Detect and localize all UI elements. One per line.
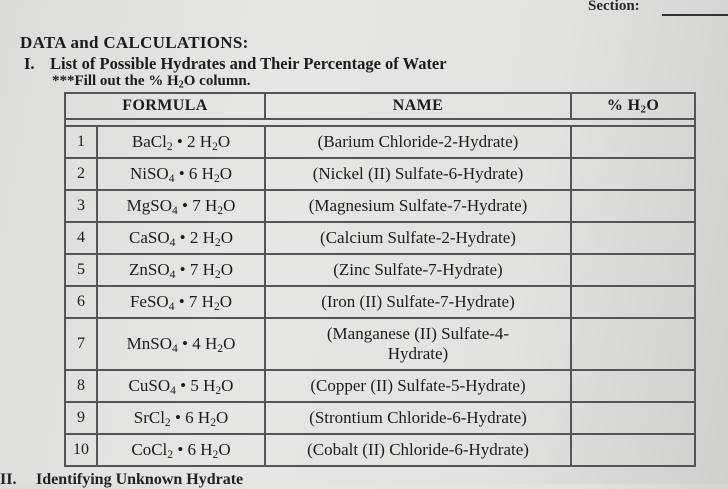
instruction-text: ***Fill out the % $H_2O$ column. — [52, 73, 251, 91]
formula-cell: CuSO$_4$ • 5 $H_2O$ — [97, 370, 265, 402]
part-one-heading — [24, 54, 447, 74]
table-row — [65, 126, 695, 158]
table-row — [65, 402, 695, 434]
hydrate-name-cell: (Calcium Sulfate-2-Hydrate) — [265, 222, 571, 254]
formula-cell: MgSO$_4$ • 7 $H_2O$ — [97, 190, 265, 222]
hydrate-name-cell: (Strontium Chloride-6-Hydrate) — [265, 402, 571, 434]
row-number: 2 — [65, 158, 97, 190]
hydrate-name-cell: (Copper (II) Sulfate-5-Hydrate) — [265, 370, 571, 402]
part-two-heading: II. Identifying Unknown Hydrate — [0, 471, 244, 488]
row-number: 8 — [65, 370, 97, 402]
hydrate-name-cell: (Zinc Sulfate-7-Hydrate) — [265, 254, 571, 286]
water-percent-input-cell[interactable] — [571, 254, 695, 286]
hydrate-name-cell: (Magnesium Sulfate-7-Hydrate) — [265, 190, 571, 222]
table-row — [65, 222, 695, 254]
table-spacer-row — [65, 119, 695, 126]
hydrate-name-cell: (Nickel (II) Sulfate-6-Hydrate) — [265, 158, 571, 190]
column-header-name: NAME — [265, 93, 571, 119]
table-row — [65, 254, 695, 286]
part-one-numeral: I. — [24, 54, 35, 73]
formula-cell: CaSO$_4$ • 2 $H_2O$ — [97, 222, 265, 254]
row-number: 7 — [65, 318, 97, 370]
hydrate-name-cell: (Barium Chloride-2-Hydrate) — [265, 126, 571, 158]
formula-cell: FeSO$_4$ • 7 $H_2O$ — [97, 286, 265, 318]
column-header-formula: FORMULA — [65, 93, 265, 119]
formula-cell: MnSO$_4$ • 4 $H_2O$ — [97, 318, 265, 370]
formula-cell: NiSO$_4$ • 6 $H_2O$ — [97, 158, 265, 190]
table-row — [65, 318, 695, 370]
section-label: Section: — [588, 0, 640, 14]
row-number: 5 — [65, 254, 97, 286]
formula-cell: CoCl$_2$ • 6 $H_2O$ — [97, 434, 265, 466]
table-row — [65, 434, 695, 466]
hydrate-name-cell: (Iron (II) Sulfate-7-Hydrate) — [265, 286, 571, 318]
table-row — [65, 190, 695, 222]
formula-cell: BaCl$_2$ • 2 $H_2O$ — [97, 126, 265, 158]
water-percent-input-cell[interactable] — [571, 158, 695, 190]
formula-cell: ZnSO$_4$ • 7 $H_2O$ — [97, 254, 265, 286]
table-row — [65, 286, 695, 318]
page-title: DATA and CALCULATIONS: — [20, 33, 249, 52]
hydrate-name-cell: (Cobalt (II) Chloride-6-Hydrate) — [265, 434, 571, 466]
table-row — [65, 370, 695, 402]
formula-cell: SrCl$_2$ • 6 $H_2O$ — [97, 402, 265, 434]
hydrate-name-cell: (Manganese (II) Sulfate-4- Hydrate) — [265, 318, 571, 370]
row-number: 3 — [65, 190, 97, 222]
water-percent-input-cell[interactable] — [571, 434, 695, 466]
table-header-row — [65, 93, 695, 119]
column-header-water-percent: % $H_2O$ — [571, 93, 695, 119]
water-percent-input-cell[interactable] — [571, 190, 695, 222]
part-one-title: List of Possible Hydrates and Their Percentage of Water — [50, 54, 447, 73]
row-number: 10 — [65, 434, 97, 466]
row-number: 9 — [65, 402, 97, 434]
row-number: 6 — [65, 286, 97, 318]
water-percent-input-cell[interactable] — [571, 318, 695, 370]
row-number: 1 — [65, 126, 97, 158]
section-blank-line[interactable] — [662, 14, 728, 16]
water-percent-input-cell[interactable] — [571, 126, 695, 158]
water-percent-input-cell[interactable] — [571, 370, 695, 402]
water-percent-input-cell[interactable] — [571, 286, 695, 318]
water-percent-input-cell[interactable] — [571, 402, 695, 434]
row-number: 4 — [65, 222, 97, 254]
hydrates-table — [64, 92, 696, 467]
table-row — [65, 158, 695, 190]
water-percent-input-cell[interactable] — [571, 222, 695, 254]
